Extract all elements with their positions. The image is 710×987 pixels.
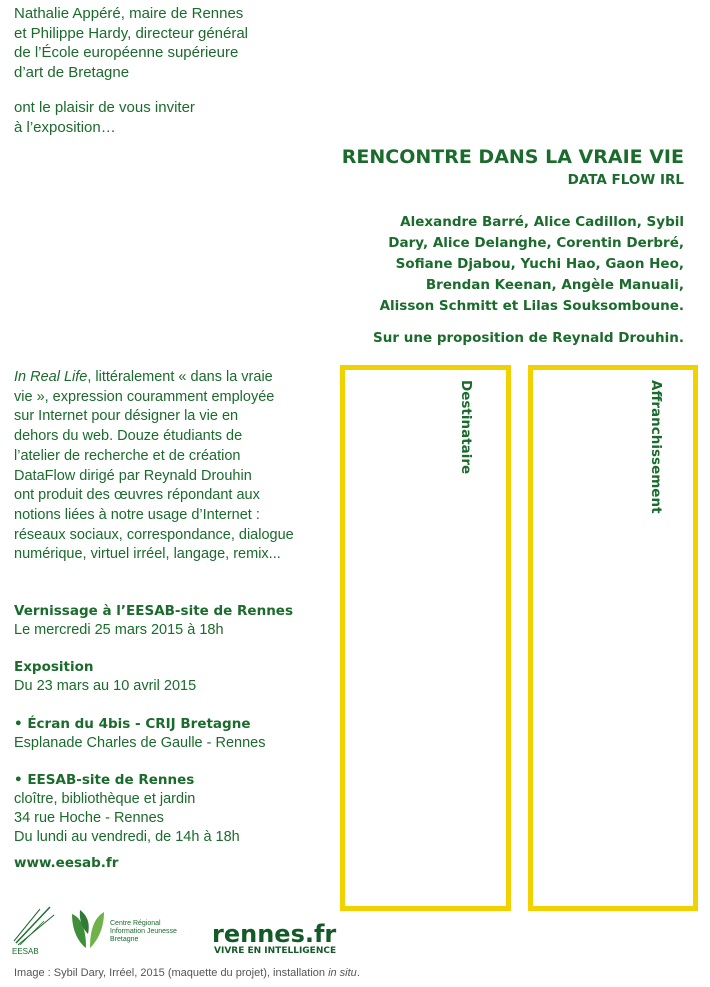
image-credit [14, 967, 360, 979]
description-line: réseaux sociaux, correspondance, dialogue [14, 526, 294, 543]
postage-box [528, 365, 698, 911]
postage-label: Affranchissement [648, 380, 664, 514]
proposal-line: Sur une proposition de Reynald Drouhin. [373, 330, 684, 346]
exposition-dates: Du 23 mars au 10 avril 2015 [14, 678, 197, 694]
description-line: l’atelier de recherche et de création [14, 447, 241, 464]
artists-list [324, 212, 684, 317]
ecran-address: Esplanade Charles de Gaulle - Rennes [14, 735, 266, 751]
credit-end: . [356, 967, 360, 979]
eesab-heading: • EESAB-site de Rennes [14, 772, 195, 788]
description-line: DataFlow dirigé par Reynald Drouhin [14, 467, 252, 484]
website-link[interactable]: www.eesab.fr [14, 855, 119, 871]
eesab-logo [10, 903, 56, 957]
crij-text-line: Centre Régional [110, 920, 161, 927]
ecran-heading: • Écran du 4bis - CRIJ Bretagne [14, 716, 251, 732]
description-line: dehors du web. Douze étudiants de [14, 428, 243, 445]
exhibition-subtitle: DATA FLOW IRL [567, 172, 684, 188]
rennes-logo-word: rennes.fr [212, 920, 337, 948]
ecran-section [14, 715, 265, 753]
invite-line: à l’exposition… [14, 118, 116, 136]
host-line: d’art de Bretagne [14, 63, 130, 81]
vernissage-heading: Vernissage à l’EESAB-site de Rennes [14, 603, 293, 619]
description-line: notions liées à notre usage d’Internet : [14, 506, 260, 523]
eesab-line: cloître, bibliothèque et jardin [14, 791, 196, 807]
credit-text: Image : Sybil Dary, Irréel, 2015 (maquette du projet), installation [14, 967, 329, 979]
eesab-line: 34 rue Hoche - Rennes [14, 810, 164, 826]
crij-leaf-icon [68, 908, 108, 954]
crij-text-line: Information Jeunesse [110, 928, 177, 935]
description-line [14, 368, 322, 388]
eesab-logo-icon [10, 903, 56, 947]
recipient-label: Destinataire [458, 380, 474, 475]
eesab-logo-text: EESAB [12, 947, 39, 956]
description-line: sur Internet pour désigner la vie en [14, 408, 239, 425]
description-text: , littéralement « dans la vraie [87, 369, 273, 385]
host-line: de l’École européenne supérieure [14, 44, 239, 61]
exhibition-title: RENCONTRE DANS LA VRAIE VIE [341, 146, 684, 168]
vernissage-section [14, 602, 293, 640]
exposition-heading: Exposition [14, 659, 94, 675]
description-line: numérique, virtuel irréel, langage, remix... [14, 546, 281, 563]
description-line: ont produit des œuvres répondant aux [14, 487, 260, 504]
eesab-line: Du lundi au vendredi, de 14h à 18h [14, 829, 240, 845]
eesab-section [14, 771, 240, 847]
host-line: Nathalie Appéré, maire de Rennes [14, 5, 244, 22]
credit-italic: in situ [328, 967, 357, 979]
description-italic-lead: In Real Life [14, 369, 88, 385]
recipient-box [340, 365, 511, 911]
artists-line: Dary, Alice Delanghe, Corentin Derbré, [388, 235, 684, 251]
crij-text-line: Bretagne [110, 936, 139, 943]
description-line: vie », expression couramment employée [14, 388, 275, 405]
artists-line: Brendan Keenan, Angèle Manuali, [425, 277, 684, 293]
hosts-block [14, 4, 314, 82]
crij-logo [68, 908, 200, 954]
vernissage-date: Le mercredi 25 mars 2015 à 18h [14, 622, 224, 638]
crij-text [110, 920, 177, 944]
artists-line: Alexandre Barré, Alice Cadillon, Sybil [400, 214, 684, 230]
artists-line: Alisson Schmitt et Lilas Souksomboune. [379, 298, 684, 314]
host-line: et Philippe Hardy, directeur général [14, 24, 249, 42]
invite-line: ont le plaisir de vous inviter [14, 99, 195, 116]
invite-block [14, 98, 314, 137]
description-block [14, 368, 322, 565]
rennes-logo-tagline: VIVRE EN INTELLIGENCE [214, 946, 337, 956]
artists-line: Sofiane Djabou, Yuchi Hao, Gaon Heo, [395, 256, 684, 272]
exposition-section [14, 658, 196, 696]
rennes-logo [212, 920, 337, 956]
